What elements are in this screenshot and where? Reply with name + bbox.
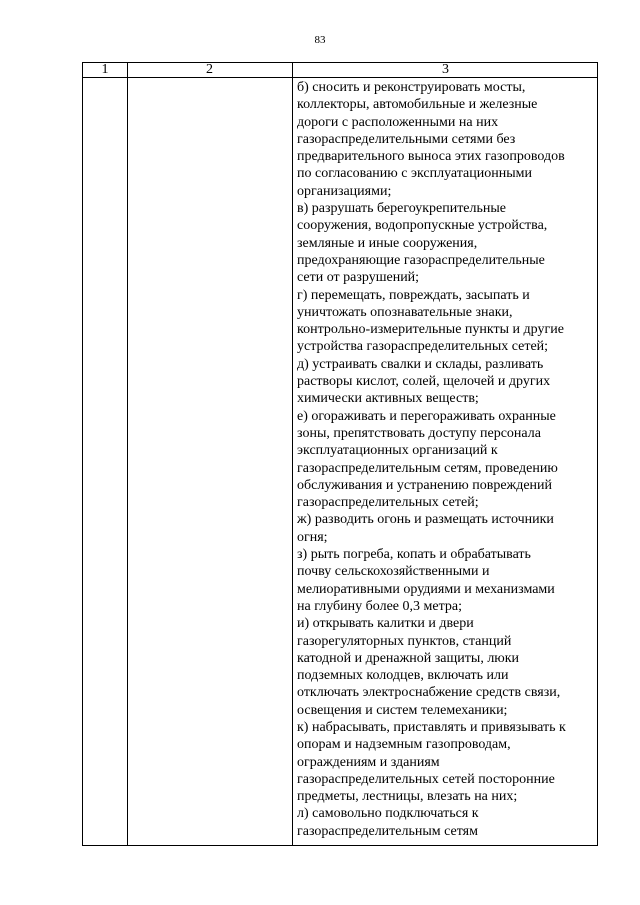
text-line: ж) разводить огонь и размещать источники (297, 512, 554, 528)
text-line: устройства газораспределительных сетей; (297, 339, 549, 355)
text-line: е) огораживать и перегораживать охранные (297, 408, 556, 424)
text-line: л) самовольно подключаться к (297, 806, 479, 822)
text-line: предварительного выноса этих газопроводов (297, 149, 565, 165)
text-line: предохраняющие газораспределительные (297, 252, 545, 268)
text-line: уничтожать опознавательные знаки, (297, 304, 513, 320)
text-line: зоны, препятствовать доступу персонала (297, 425, 541, 441)
text-line: газорегуляторных пунктов, станций (297, 633, 512, 649)
document-table (82, 62, 598, 846)
text-line: освещения и систем телемеханики; (297, 702, 508, 718)
column-header-2: 2 (206, 62, 213, 77)
text-line: коллекторы, автомобильные и железные (297, 97, 538, 113)
text-line: предметы, лестницы, влезать на них; (297, 789, 518, 805)
text-line: г) перемещать, повреждать, засыпать и (297, 287, 530, 303)
text-line: катодной и дренажной защиты, люки (297, 650, 520, 666)
text-line: газораспределительным сетям, проведению (297, 460, 558, 476)
text-line: б) сносить и реконструировать мосты, (297, 80, 526, 95)
text-line: на глубину более 0,3 метра; (297, 598, 462, 614)
text-line: д) устраивать свалки и склады, разливать (297, 356, 544, 372)
text-line: огня; (297, 529, 328, 545)
text-line: к) набрасывать, приставлять и привязывать к (297, 719, 566, 735)
text-line: организациями; (297, 183, 392, 199)
text-line: по согласованию с эксплуатационными (297, 166, 532, 182)
column-divider-1 (127, 63, 128, 845)
text-line: земляные и иные сооружения, (297, 235, 478, 251)
page-number: 83 (314, 34, 326, 46)
column-header-3: 3 (442, 62, 449, 77)
text-line: мелиоративными орудиями и механизмами (297, 581, 555, 597)
text-line: сооружения, водопропускные устройства, (297, 218, 548, 234)
text-line: контрольно-измерительные пункты и другие (297, 322, 564, 338)
text-line: газораспределительными сетями без (297, 131, 516, 147)
text-line: дороги с расположенными на них (297, 114, 499, 130)
text-line: химически активных веществ; (297, 391, 479, 407)
text-line: опорам и надземным газопроводам, (297, 737, 511, 753)
text-line: растворы кислот, солей, щелочей и других (297, 374, 551, 390)
text-line: в) разрушать берегоукрепительные (297, 201, 507, 217)
text-line: з) рыть погреба, копать и обрабатывать (297, 547, 531, 563)
text-line: газораспределительным сетям (297, 823, 478, 839)
text-line: эксплуатационных организаций к (297, 443, 498, 459)
table-header-row (83, 63, 597, 78)
text-line: ограждениям и зданиям (297, 754, 440, 770)
text-line: газораспределительных сетей; (297, 495, 479, 511)
column-divider-2 (292, 63, 293, 845)
text-line: отключать электроснабжение средств связи, (297, 685, 561, 701)
column-header-1: 1 (101, 62, 109, 77)
text-line: газораспределительных сетей посторонние (297, 771, 555, 787)
text-line: сети от разрушений; (297, 270, 420, 286)
text-line: почву сельскохозяйственными и (297, 564, 490, 580)
column-3-text (297, 79, 597, 840)
text-line: подземных колодцев, включать или (297, 668, 509, 684)
text-line: обслуживания и устранению повреждений (297, 477, 553, 493)
text-line: и) открывать калитки и двери (297, 616, 474, 632)
